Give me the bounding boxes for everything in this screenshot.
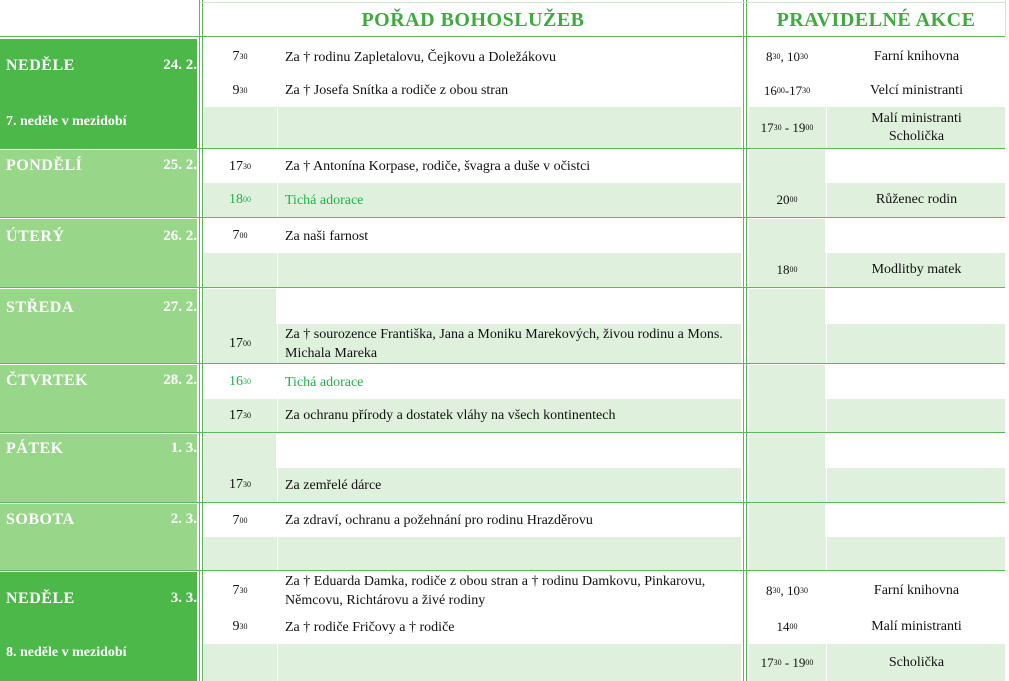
event-name: Farní knihovna (873, 583, 960, 598)
day-date: 28. 2. (163, 372, 197, 388)
day-name: ÚTERÝ (6, 228, 65, 245)
service-time: 17 30 (229, 407, 251, 423)
event-time: 17 30 - 19 00 (760, 119, 814, 135)
day-name: STŘEDA (6, 299, 74, 316)
event-time: 18 00 (776, 262, 798, 277)
service-time: 7 00 (232, 228, 248, 243)
day-name: ČTVRTEK (6, 372, 89, 389)
events-title: PRAVIDELNÉ AKCE (776, 9, 976, 31)
day-block-sunday-2 (0, 572, 197, 681)
service-time: 17 30 (229, 158, 251, 174)
event-name: Růženec rodin (875, 192, 958, 207)
service-time: 16 30 (229, 374, 251, 389)
event-time: 20 00 (776, 192, 798, 207)
day-name: SOBOTA (6, 511, 75, 528)
adoration-label: Tichá adorace (285, 192, 364, 208)
service-time: 7 30 (232, 49, 248, 64)
day-name: NEDĚLE (6, 590, 75, 607)
event-name: Malí ministranti Scholička (871, 110, 962, 144)
service-time: 18 00 (229, 192, 251, 207)
service-time: 9 30 (232, 82, 248, 98)
service-intention: Za † rodinu Zapletalovu, Čejkovu a Doležákovu (285, 49, 556, 65)
service-intention: Za † Eduarda Damka, rodiče z obou stran a † rodinu Damkovu, Pinkarovu, Němcovu, Richtárovu a živé rodiny (285, 574, 706, 608)
service-intention: Za zemřelé dárce (285, 477, 382, 493)
service-time: 9 30 (232, 619, 248, 634)
event-name: Malí ministranti (871, 619, 962, 634)
day-date: 27. 2. (163, 299, 197, 315)
service-intention: Za † Josefa Snítka a rodiče z obou stran (285, 83, 509, 98)
event-name: Modlitby matek (871, 262, 962, 277)
day-subtitle: 7. neděle v mezidobí (6, 114, 127, 129)
service-intention: Za † Antonína Korpase, rodiče, švagra a duše v očistci (285, 159, 591, 174)
day-date: 26. 2. (163, 228, 197, 244)
event-name: Velcí ministranti (870, 82, 963, 98)
service-time: 17 30 (229, 477, 251, 492)
day-block-sunday-1 (0, 39, 197, 148)
event-name: Farní knihovna (873, 49, 960, 64)
day-date: 24. 2. (163, 57, 197, 73)
event-time: 17 30 - 19 00 (760, 654, 814, 670)
day-subtitle: 8. neděle v mezidobí (6, 645, 127, 660)
services-title: POŘAD BOHOSLUŽEB (361, 9, 585, 31)
service-time: 7 00 (232, 512, 248, 528)
event-name: Scholička (888, 654, 945, 670)
day-name: NEDĚLE (6, 57, 75, 74)
service-time: 7 30 (232, 583, 248, 598)
day-date: 2. 3. (170, 511, 197, 527)
service-intention: Za † sourozence Františka, Jana a Moniku Marekových, živou rodinu a Mons. Michala Mareka (285, 326, 723, 361)
event-time: 14 00 (776, 619, 798, 634)
adoration-label: Tichá adorace (285, 374, 364, 390)
service-intention: Za zdraví, ochranu a požehnání pro rodinu Hrazděrovu (285, 513, 593, 528)
event-time: 16 00 - 17 30 (763, 82, 811, 98)
event-time: 8 30 , 10 30 (766, 49, 808, 64)
service-intention: Za † rodiče Fričovy a † rodiče (285, 619, 455, 635)
day-date: 3. 3. (170, 590, 197, 606)
day-name: PONDĚLÍ (6, 157, 83, 174)
event-time: 8 30 , 10 30 (766, 583, 808, 598)
service-time: 17 00 (229, 335, 251, 351)
day-name: PÁTEK (6, 440, 64, 457)
day-date: 1. 3. (170, 440, 197, 456)
service-intention: Za naši farnost (285, 228, 369, 244)
day-date: 25. 2. (163, 157, 197, 173)
service-intention: Za ochranu přírody a dostatek vláhy na všech kontinentech (285, 408, 616, 423)
